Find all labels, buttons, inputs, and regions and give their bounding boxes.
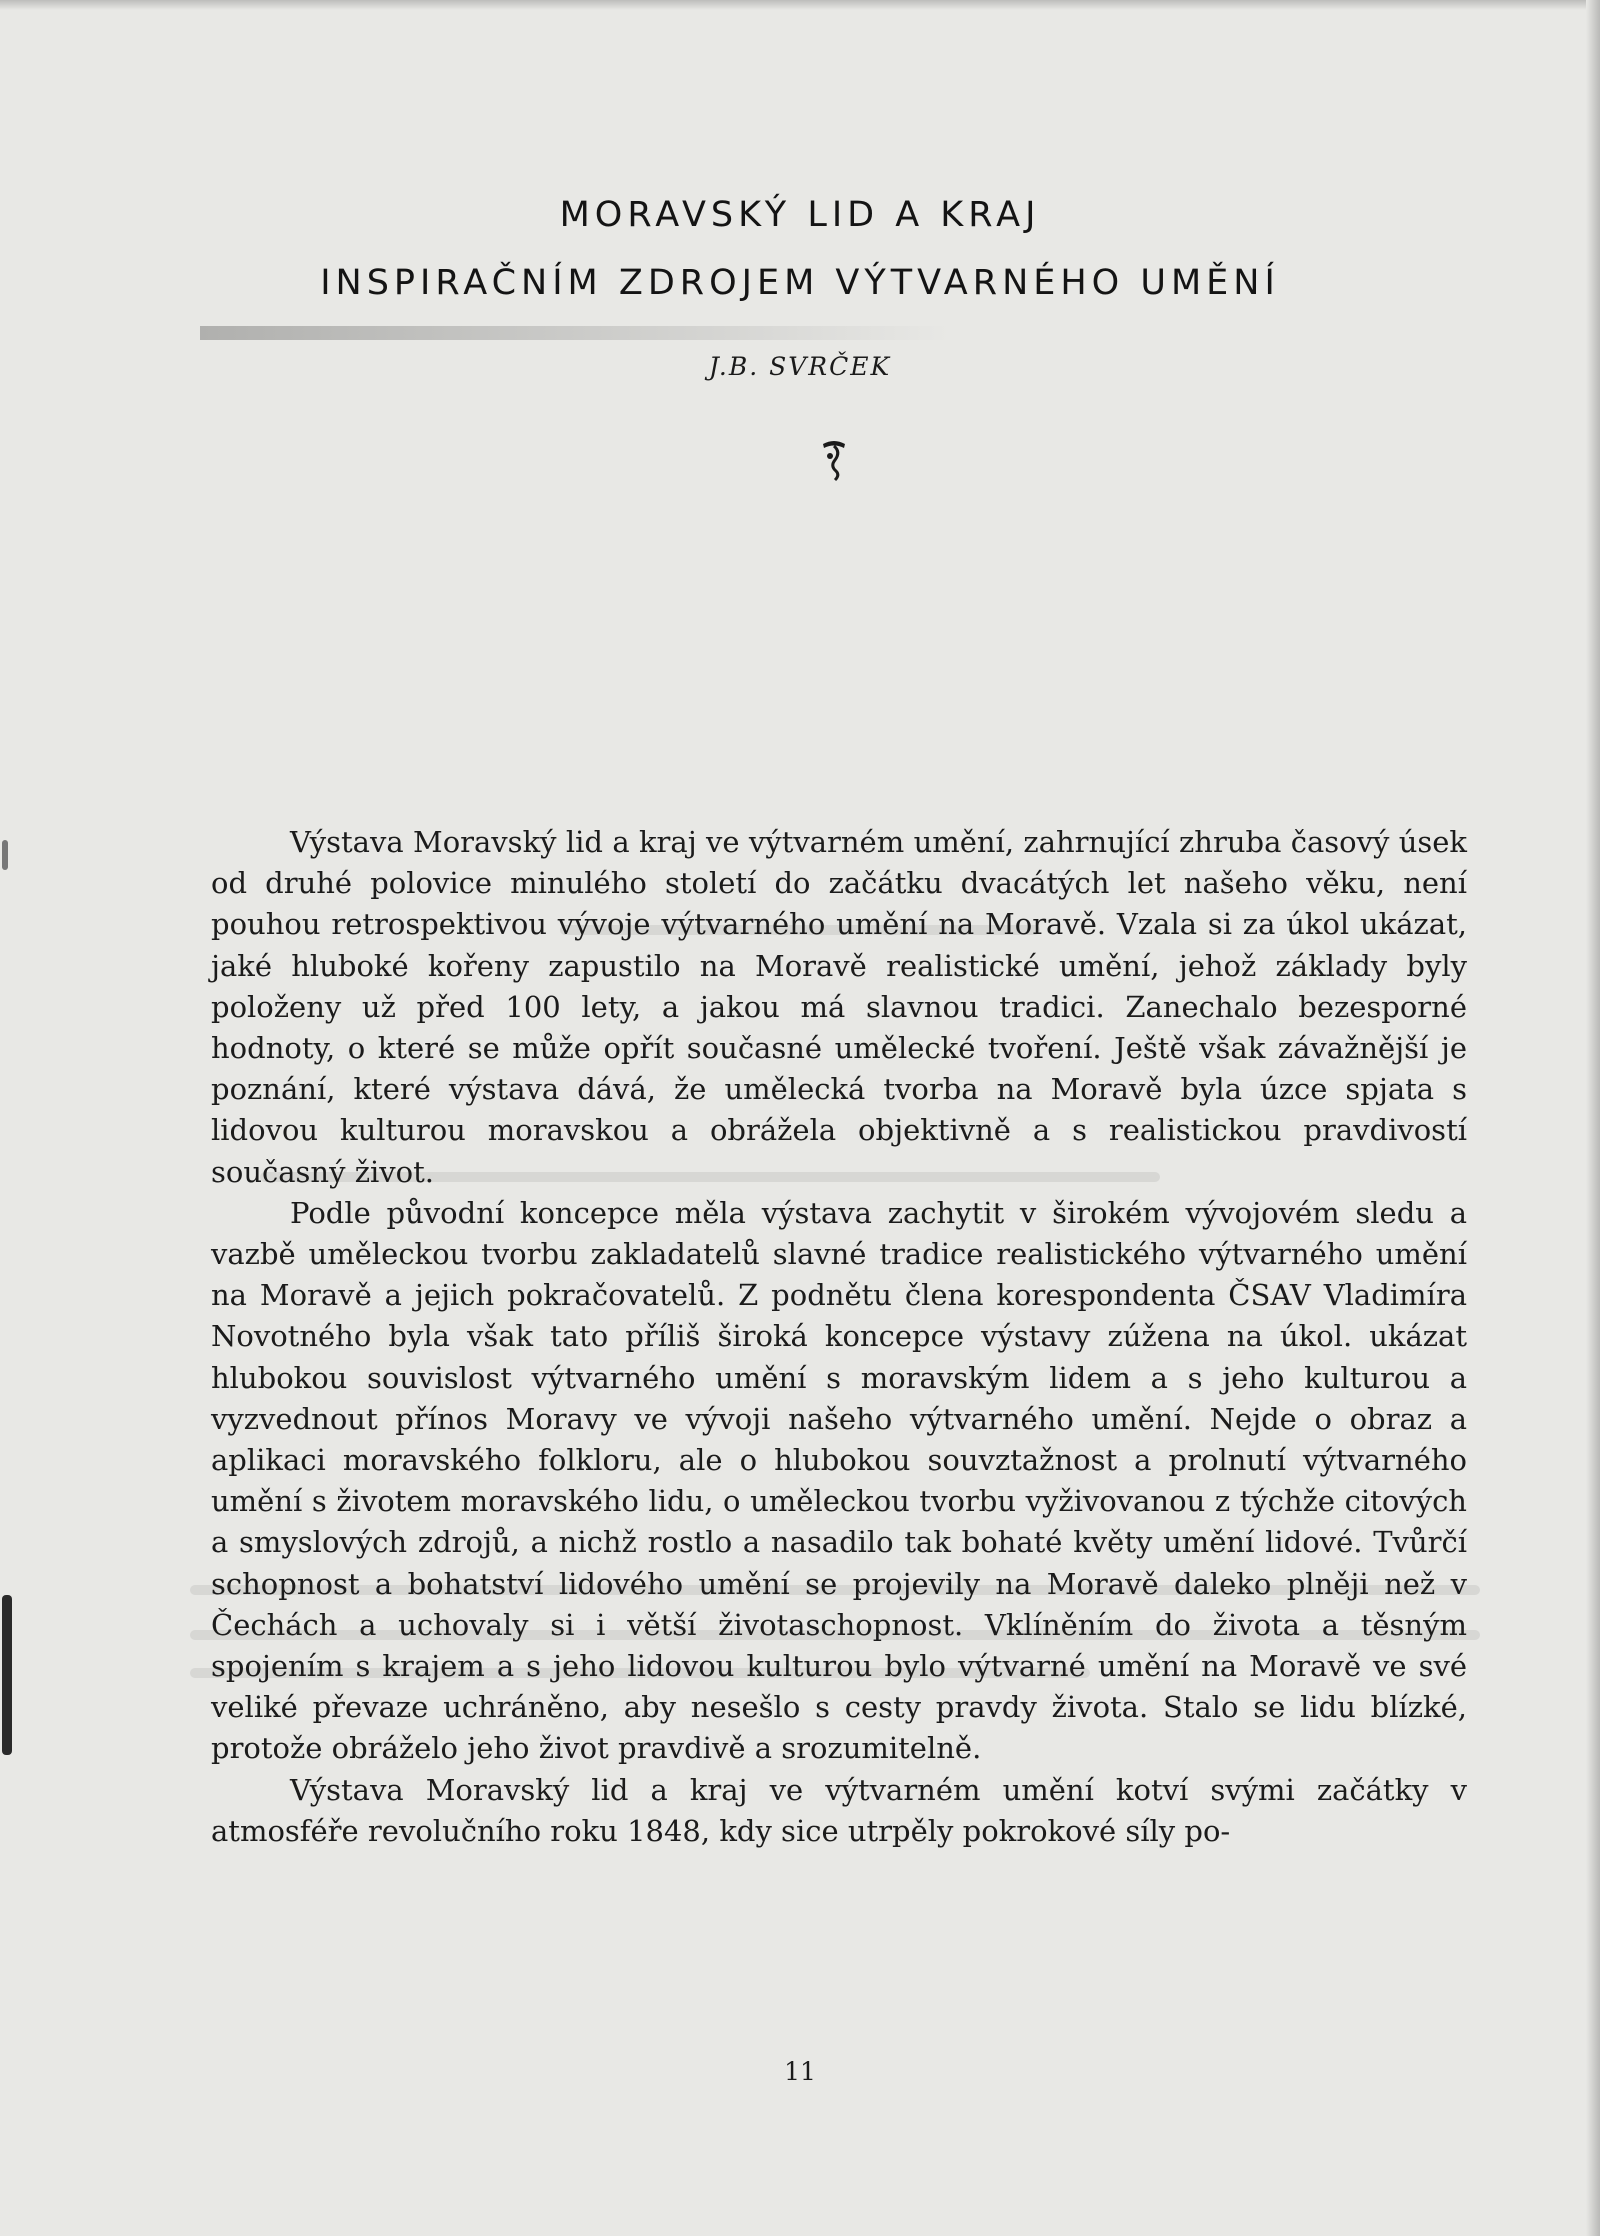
binding-mark <box>2 840 8 870</box>
page-top-edge <box>0 0 1600 10</box>
author-name: J.B. SVRČEK <box>708 352 892 381</box>
paragraph: Výstava Moravský lid a kraj ve výtvarném umění kotví svými začátky v atmosféře revolučního roku 1848, kdy sice utrpěly pokrokové síly po- <box>211 1772 1467 1848</box>
paragraph: Podle původní koncepce měla výstava zachytit v širokém vývojovém sledu a vazbě uměleckou tvorbu zakladatelů slavné tradice realistického výtvarného umění na Moravě a jejich pokračovatelů. Z podnětu člena korespondenta ČSAV Vladimíra Novotného byla však tato příliš široká koncepce výstavy zúžena na úkol. ukázat hlubokou souvislost výtvarného umění s moravským lidem a s jeho kulturou a vyzvednout přínos Moravy ve vývoji našeho výtvarného umění. Nejde o obraz a aplikaci moravského folkloru, ale o hlubokou souvztažnost a prolnutí výtvarného umění s životem moravského lidu, o uměleckou tvorbu vyživovanou z týchže citových a smyslových zdrojů, a nichž rostlo a nasadilo tak bohaté květy umění lidové. Tvůrčí schopnost a bohatství lidového umění se projevily na Moravě daleko plněji než v Čechách a uchovaly si i větší životaschopnost. Vklíněním do života a těsným spojením s krajem a s jeho lidovou kulturou bylo výtvarné umění na Moravě ve své veliké převaze uchráněno, aby nesešlo s cesty pravdy života. Stalo se lidu blízké, protože obráželo jeho život pravdivě a srozumitelně. <box>211 1195 1467 1766</box>
title-underline <box>200 326 950 340</box>
printer-ornament-icon <box>820 438 848 482</box>
article-body <box>211 822 1467 1852</box>
title-line-2: INSPIRAČNÍM ZDROJEM VÝTVARNÉHO UMĚNÍ <box>320 263 1280 303</box>
title-line-1: MORAVSKÝ LID A KRAJ <box>559 195 1041 235</box>
page-right-edge <box>1586 0 1600 2236</box>
page-number: 11 <box>784 2057 816 2086</box>
binding-mark <box>2 1595 12 1755</box>
paragraph: Výstava Moravský lid a kraj ve výtvarném umění, zahrnující zhruba časový úsek od druhé polovice minulého století do začátku dvacátých let našeho věku, není pouhou retrospektivou vývoje výtvarného umění na Moravě. Vzala si za úkol ukázat, jaké hluboké kořeny zapustilo na Moravě realistické umění, jehož základy byly položeny už před 100 lety, a jakou má slavnou tradici. Zanechalo bezesporné hodnoty, o které se může opřít současné umělecké tvoření. Ještě však závažnější je poznání, které výstava dává, že umělecká tvorba na Moravě byla úzce spjata s lidovou kulturou moravskou a obrážela objektivně a s realistickou pravdivostí současný život. <box>211 825 1467 1189</box>
